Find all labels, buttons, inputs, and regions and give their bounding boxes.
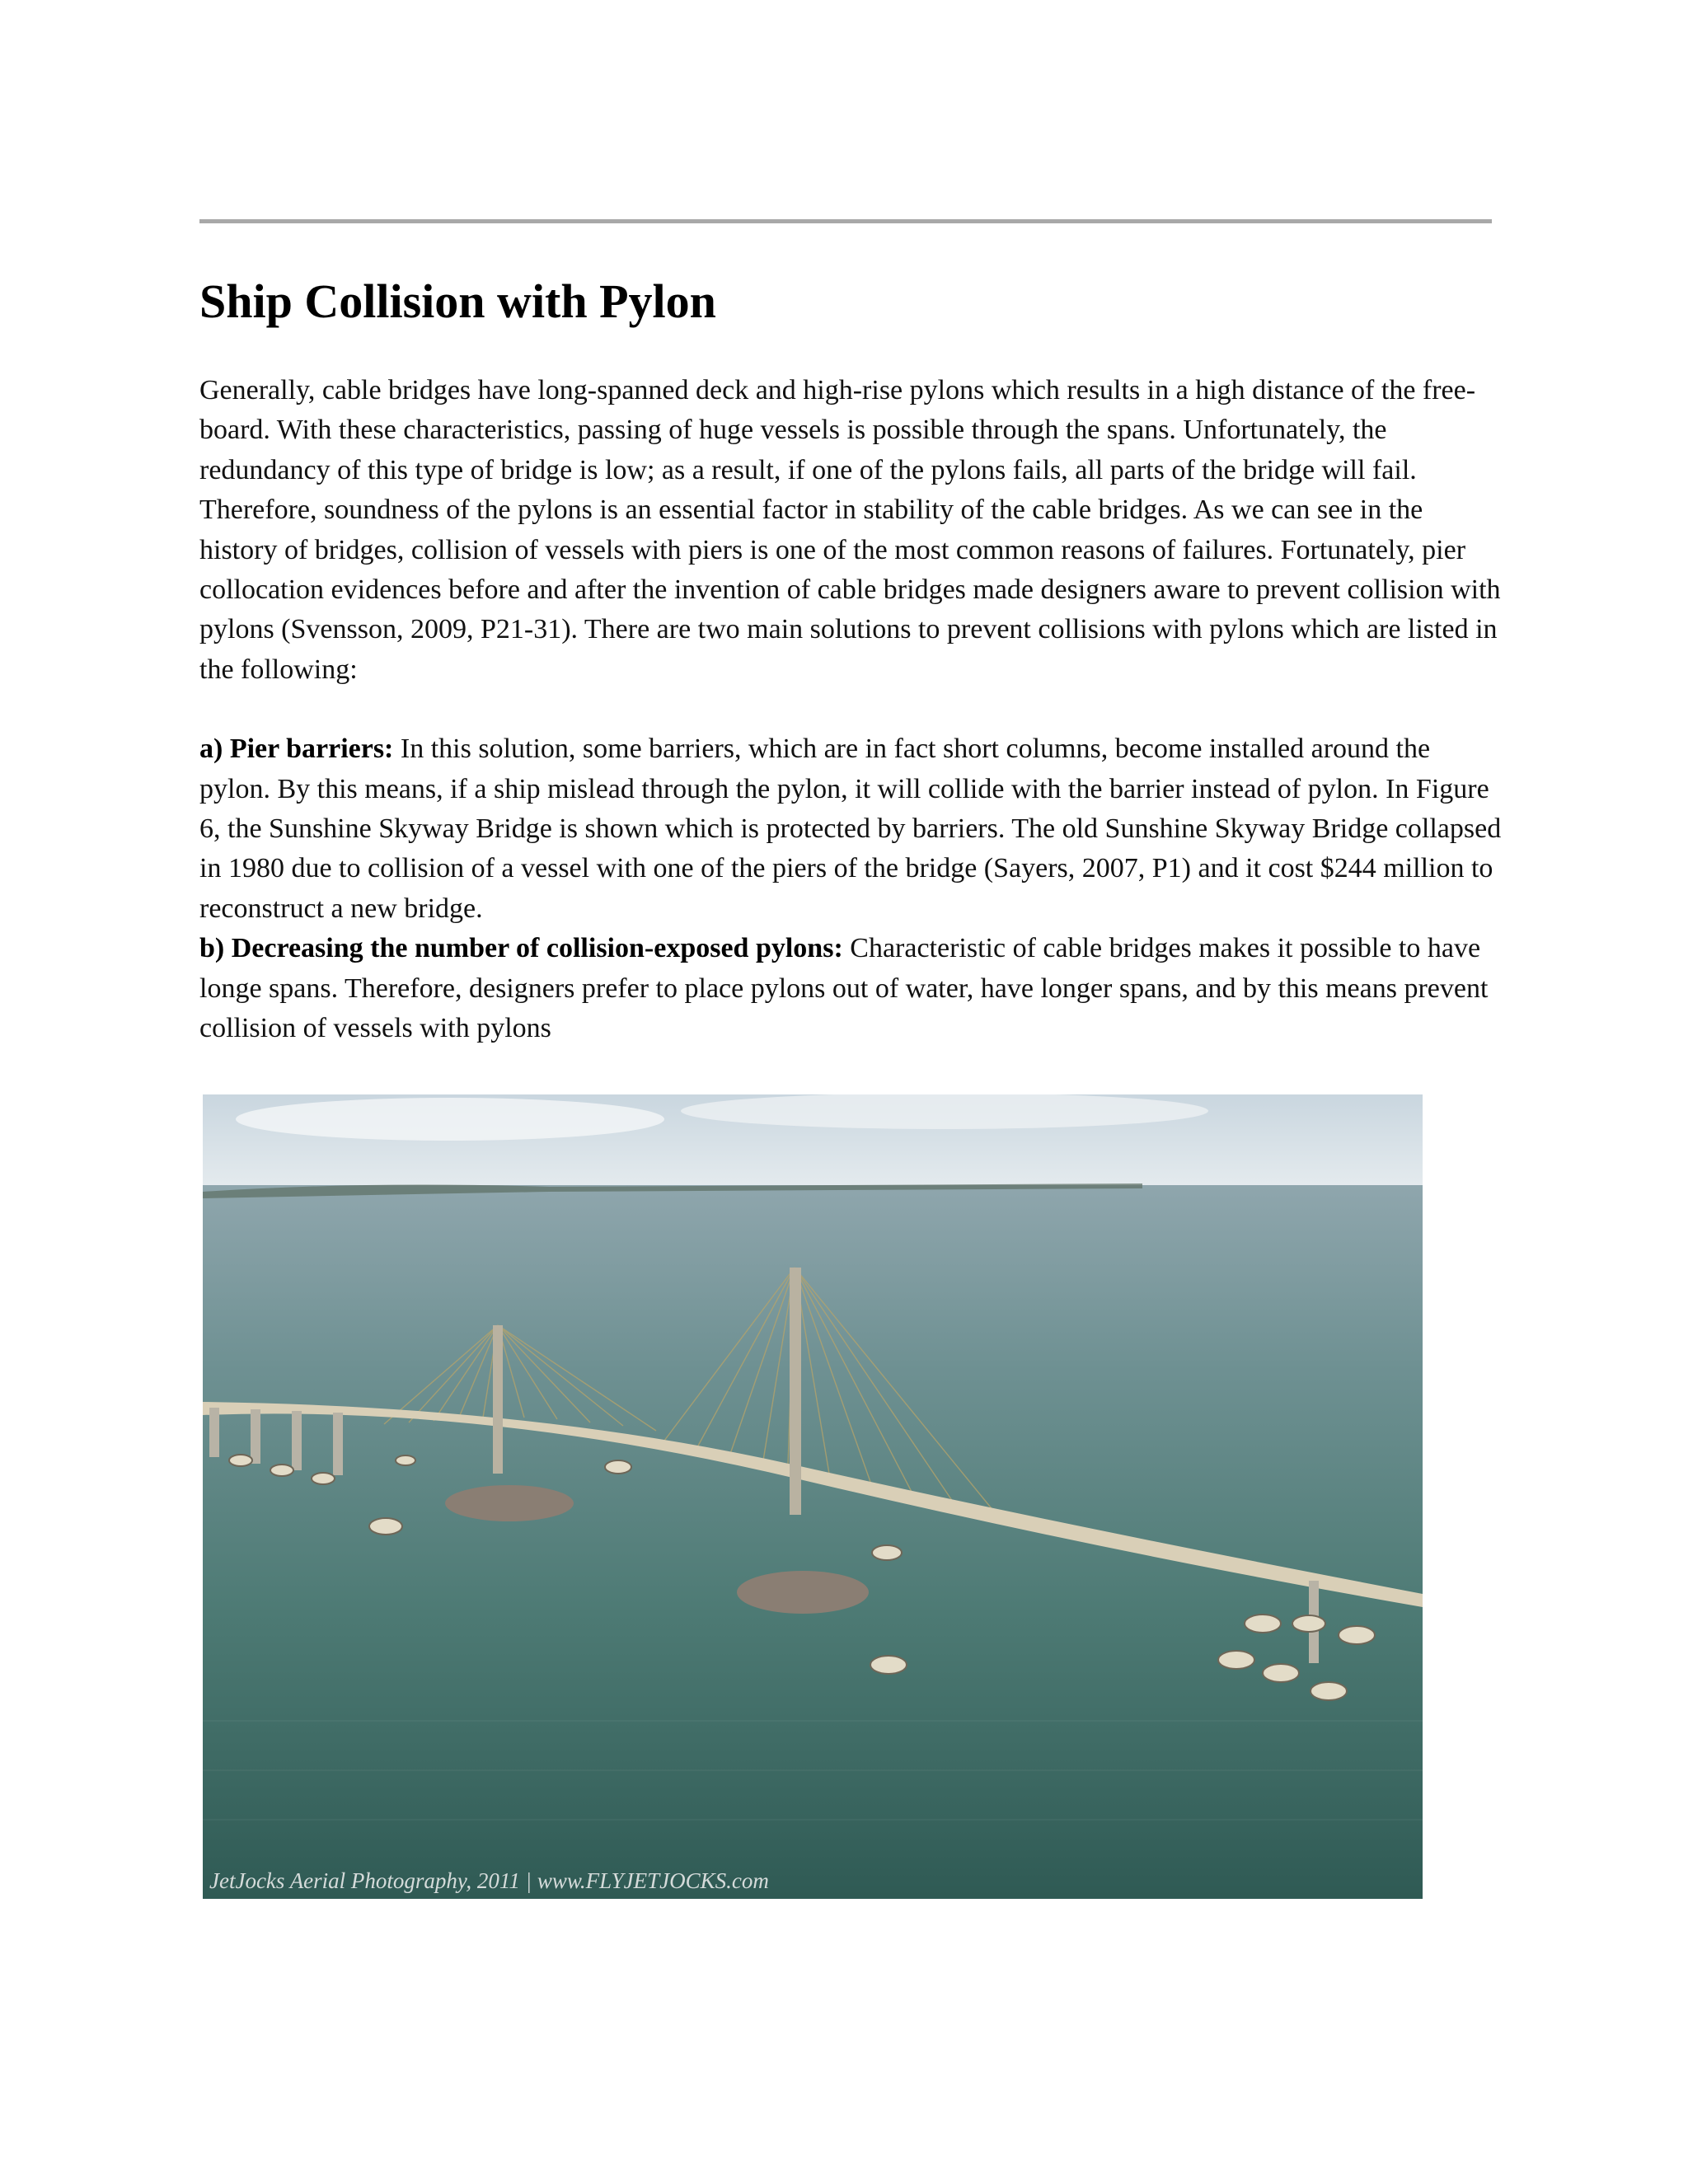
- paragraph-gap: [199, 690, 1502, 729]
- item-b-text: Characteristic of cable bridges makes it possible to have longe spans. Therefore, designers prefer to place pylons out of water, have longer spans, and by this means prevent collision of vessels with pylons: [199, 933, 1489, 1044]
- right-pier-island: [737, 1571, 869, 1614]
- item-a-paragraph: [199, 729, 1502, 929]
- right-pylon: [790, 1268, 801, 1515]
- top-divider: [199, 219, 1492, 223]
- item-b-paragraph: [199, 929, 1502, 1048]
- item-a-label: a) Pier barriers:: [199, 733, 394, 765]
- left-pier-island: [445, 1485, 574, 1521]
- sea: [203, 1185, 1423, 1899]
- bridge-photo: [203, 1094, 1423, 1899]
- document-page: [199, 0, 1502, 2184]
- photo-credit: JetJocks Aerial Photography, 2011 | www.FLYJETJOCKS.com: [209, 1868, 769, 1893]
- item-a-text: In this solution, some barriers, which are in fact short columns, become installed around the pylon. By this means, if a ship mislead through the pylon, it will collide with the barrier instead of pylon. In Figure 6, the Sunshine Skyway Bridge is shown which is protected by barriers. The old Sunshine Skyway Bridge collapsed in 1980 due to collision of a vessel with one of the piers of the bridge (Sayers, 2007, P1) and it cost $244 million to reconstruct a new bridge.: [199, 733, 1502, 924]
- page-title: Ship Collision with Pylon: [199, 274, 716, 328]
- intro-paragraph: Generally, cable bridges have long-spanned deck and high-rise pylons which results in a high distance of the free-board. With these characteristics, passing of huge vessels is possible through the spans. Unfortunately, the redundancy of this type of bridge is low; as a result, if one of the pylons fails, all parts of the bridge will fail. Therefore, soundness of the pylons is an essential factor in stability of the cable bridges. As we can see in the history of bridges, collision of vessels with piers is one of the most common reasons of failures. Fortunately, pier collocation evidences before and after the invention of cable bridges made designers aware to prevent collision with pylons (Svensson, 2009, P21-31). There are two main solutions to prevent collisions with pylons which are listed in the following:: [199, 375, 1501, 685]
- item-b-label: b) Decreasing the number of collision-exposed pylons:: [199, 933, 843, 964]
- body-text: [199, 371, 1502, 1049]
- left-pylon: [493, 1325, 503, 1474]
- bridge-photo-illustration: [203, 1094, 1423, 1899]
